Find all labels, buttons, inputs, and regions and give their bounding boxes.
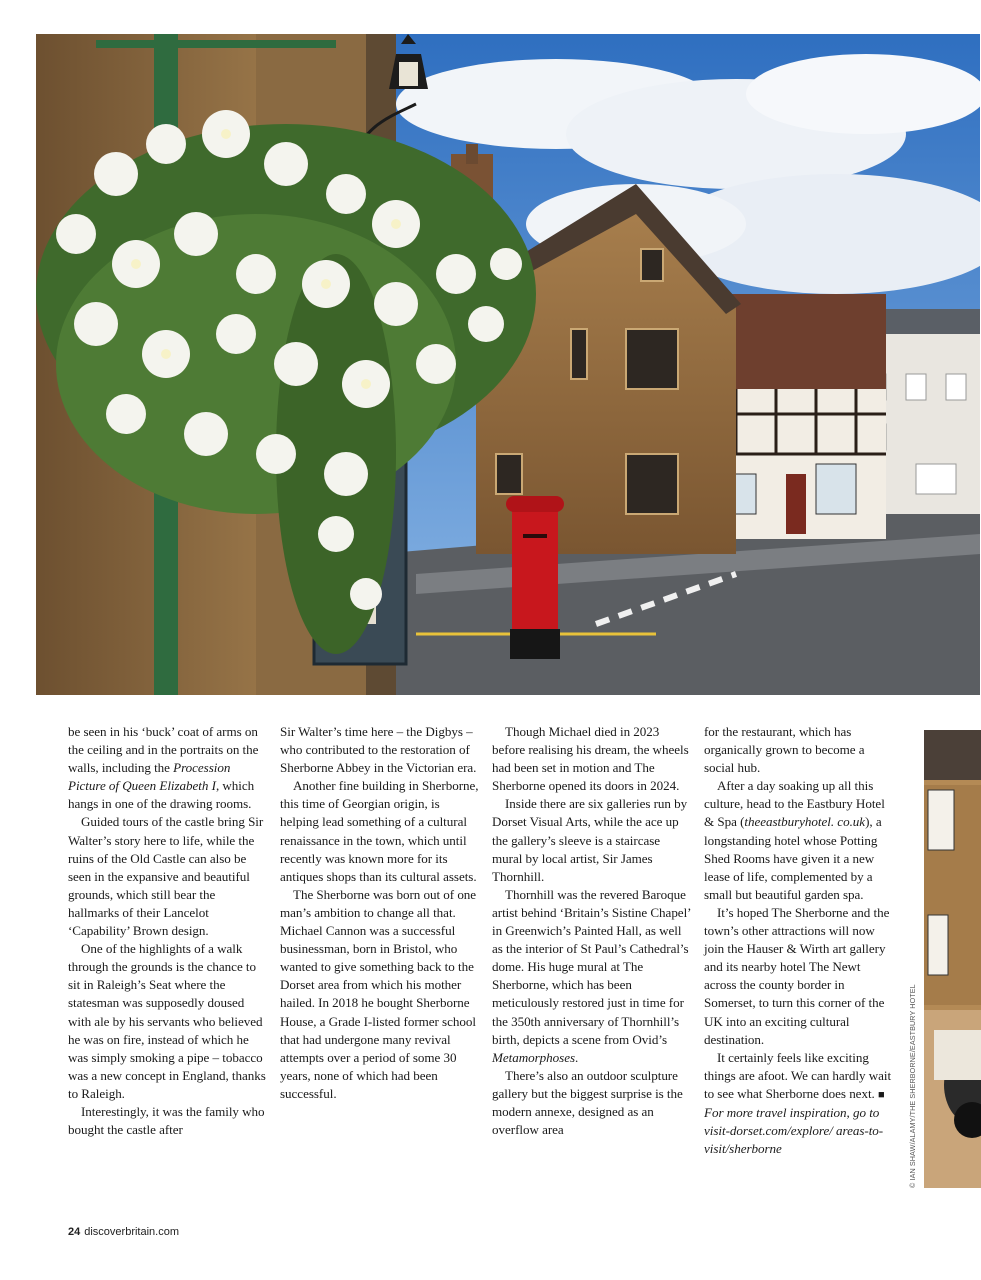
article-column-2 [280,723,480,1103]
paragraph: There’s also an outdoor sculpture gallery but the biggest surprise is the modern annexe, designed as an overflow area [492,1067,683,1138]
hero-photo [36,34,980,695]
paragraph: Sir Walter’s time here – the Digbys – who contributed to the restoration of Sherborne Abbey in the Victorian era. [280,724,477,776]
side-photo [924,730,981,1188]
side-illustration [924,730,981,1188]
article-column-4 [704,723,896,1158]
hotel-website-link[interactable]: theeastburyhotel. co.uk [744,814,866,830]
paragraph: After a day soaking up all this culture, head to the Eastbury Hotel & Spa (theeastburyhotel. co.uk), a longstanding hotel whose Potting Shed Rooms have given it a new lease of life, complemented by a small but beautiful garden spa. [704,778,885,902]
hero-illustration [36,34,980,695]
article-column-1 [68,723,268,1139]
artwork-title: Metamorphoses [492,1049,575,1065]
paragraph: It’s hoped The Sherborne and the town’s other attractions will now join the Hauser & Wirth art gallery and its nearby hotel The Newt across the county border in Somerset, to turn this corner of the UK into an exciting cultural destination. [704,904,890,1047]
photo-credit: © IAN SHAW/ALAMY/THE SHERBORNE/EASTBURY HOTEL [908,984,917,1188]
paragraph: for the restaurant, which has organically grown to become a social hub. [704,724,865,776]
paragraph: Guided tours of the castle bring Sir Walter’s story here to life, while the ruins of the Old Castle can also be seen in the expansive and beautiful grounds, which still bear the hallmarks of their Lancelot ‘Capability’ Brown design. [68,814,264,939]
travel-inspiration-link[interactable]: For more travel inspiration, go to visit-dorset.com/explore/ areas-to-visit/sherborne [704,1104,884,1157]
paragraph: Another fine building in Sherborne, this time of Georgian origin, is helping lead something of a cultural renaissance in the town, which until recently was known more for its antiques shops than its cultural assets. [280,778,479,884]
paragraph: The Sherborne was born out of one man’s ambition to change all that. Michael Cannon was a successful businessman, born in Bristol, who wanted to give something back to the Dorset area from which his mother hailed. In 2018 he bought Sherborne House, a Grade I-listed former school that had undergone many revival attempts over a period of some 30 years, none of which had been successful. [280,886,477,1101]
artwork-title: Procession Picture of Queen Elizabeth I [68,760,231,794]
page-footer [68,1226,179,1238]
site-url[interactable]: discoverbritain.com [84,1226,180,1238]
paragraph: Interestingly, it was the family who bought the castle after [68,1103,265,1138]
paragraph: Thornhill was the revered Baroque artist behind ‘Britain’s Sistine Chapel’ in Greenwich’s Painted Hall, as well as the interior of St Paul’s Cathedral’s dome. His huge mural at The Sherborne, which has been meticulously restored just in time for the 350th anniversary of Thornhill’s birth, depicts a scene from Ovid’s Metamorphoses. [492,886,691,1065]
paragraph: Inside there are six galleries run by Dorset Visual Arts, while the ace up the gallery’s sleeve is a staircase mural by local artist, Sir James Thornhill. [492,796,688,884]
paragraph: Though Michael died in 2023 before realising his dream, the wheels had been set in motion and The Sherborne opened its doors in 2024. [492,724,689,794]
article-column-3 [492,723,692,1139]
page-number: 24 [68,1226,81,1238]
paragraph: It certainly feels like exciting things are afoot. We can hardly wait to see what Sherborne does next. ■ [704,1049,892,1101]
paragraph: be seen in his ‘buck’ coat of arms on the ceiling and in the portraits on the walls, including the Procession Picture of Queen Elizabeth I, which hangs in one of the drawing rooms. [68,724,259,812]
paragraph: One of the highlights of a walk through the grounds is the chance to sit in Raleigh’s Seat where the statesman was supposedly doused with ale by his servants who believed he was on fire, instead of which he was simply smoking a pipe – tobacco was a new concept in England, thanks to Raleigh. [68,941,266,1101]
end-mark-icon: ■ [878,1088,885,1101]
